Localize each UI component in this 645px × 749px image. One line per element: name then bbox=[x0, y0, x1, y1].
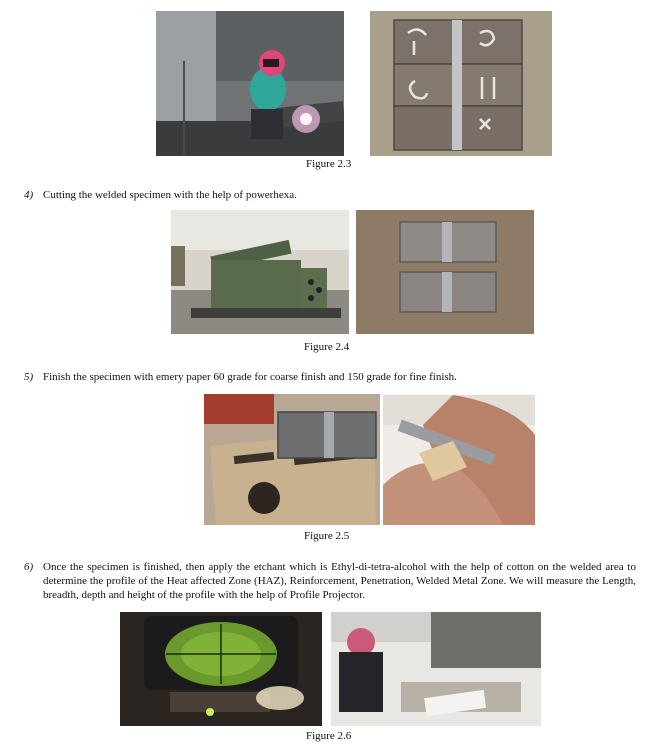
figure-caption: Figure 2.3 bbox=[306, 158, 352, 170]
step-text: Once the specimen is finished, then apply the etchant which is Ethyl-di-tetra-alcohol with the help of cotton on the welded area to determine the profile of the Heat affected Zone (HAZ), Reinforcement, Penetration, Welded Metal Zone. We will measure the Length, breadth, depth and height of the profile with the help of Profile Projector. bbox=[43, 561, 636, 601]
step-text: Cutting the welded specimen with the help of powerhexa. bbox=[43, 189, 297, 201]
figure-caption: Figure 2.4 bbox=[304, 341, 350, 353]
welder-photo bbox=[156, 11, 344, 156]
figure-caption: Figure 2.5 bbox=[304, 530, 350, 542]
hand-finishing-photo bbox=[383, 395, 535, 525]
procedure-step bbox=[24, 560, 636, 602]
cut-specimens-photo bbox=[356, 210, 534, 334]
step-text: Finish the specimen with emery paper 60 grade for coarse finish and 150 grade for fine finish. bbox=[43, 371, 457, 383]
power-hacksaw-photo bbox=[171, 210, 349, 334]
operator-at-projector-photo bbox=[331, 612, 541, 726]
figure-caption: Figure 2.6 bbox=[306, 730, 352, 742]
procedure-step bbox=[24, 188, 636, 202]
welded-plates-photo bbox=[370, 11, 552, 156]
step-number: 5) bbox=[24, 371, 34, 383]
step-number: 4) bbox=[24, 189, 34, 201]
step-number: 6) bbox=[24, 561, 34, 573]
emery-paper-photo bbox=[204, 394, 380, 525]
procedure-step bbox=[24, 370, 636, 384]
profile-projector-photo bbox=[120, 612, 322, 726]
